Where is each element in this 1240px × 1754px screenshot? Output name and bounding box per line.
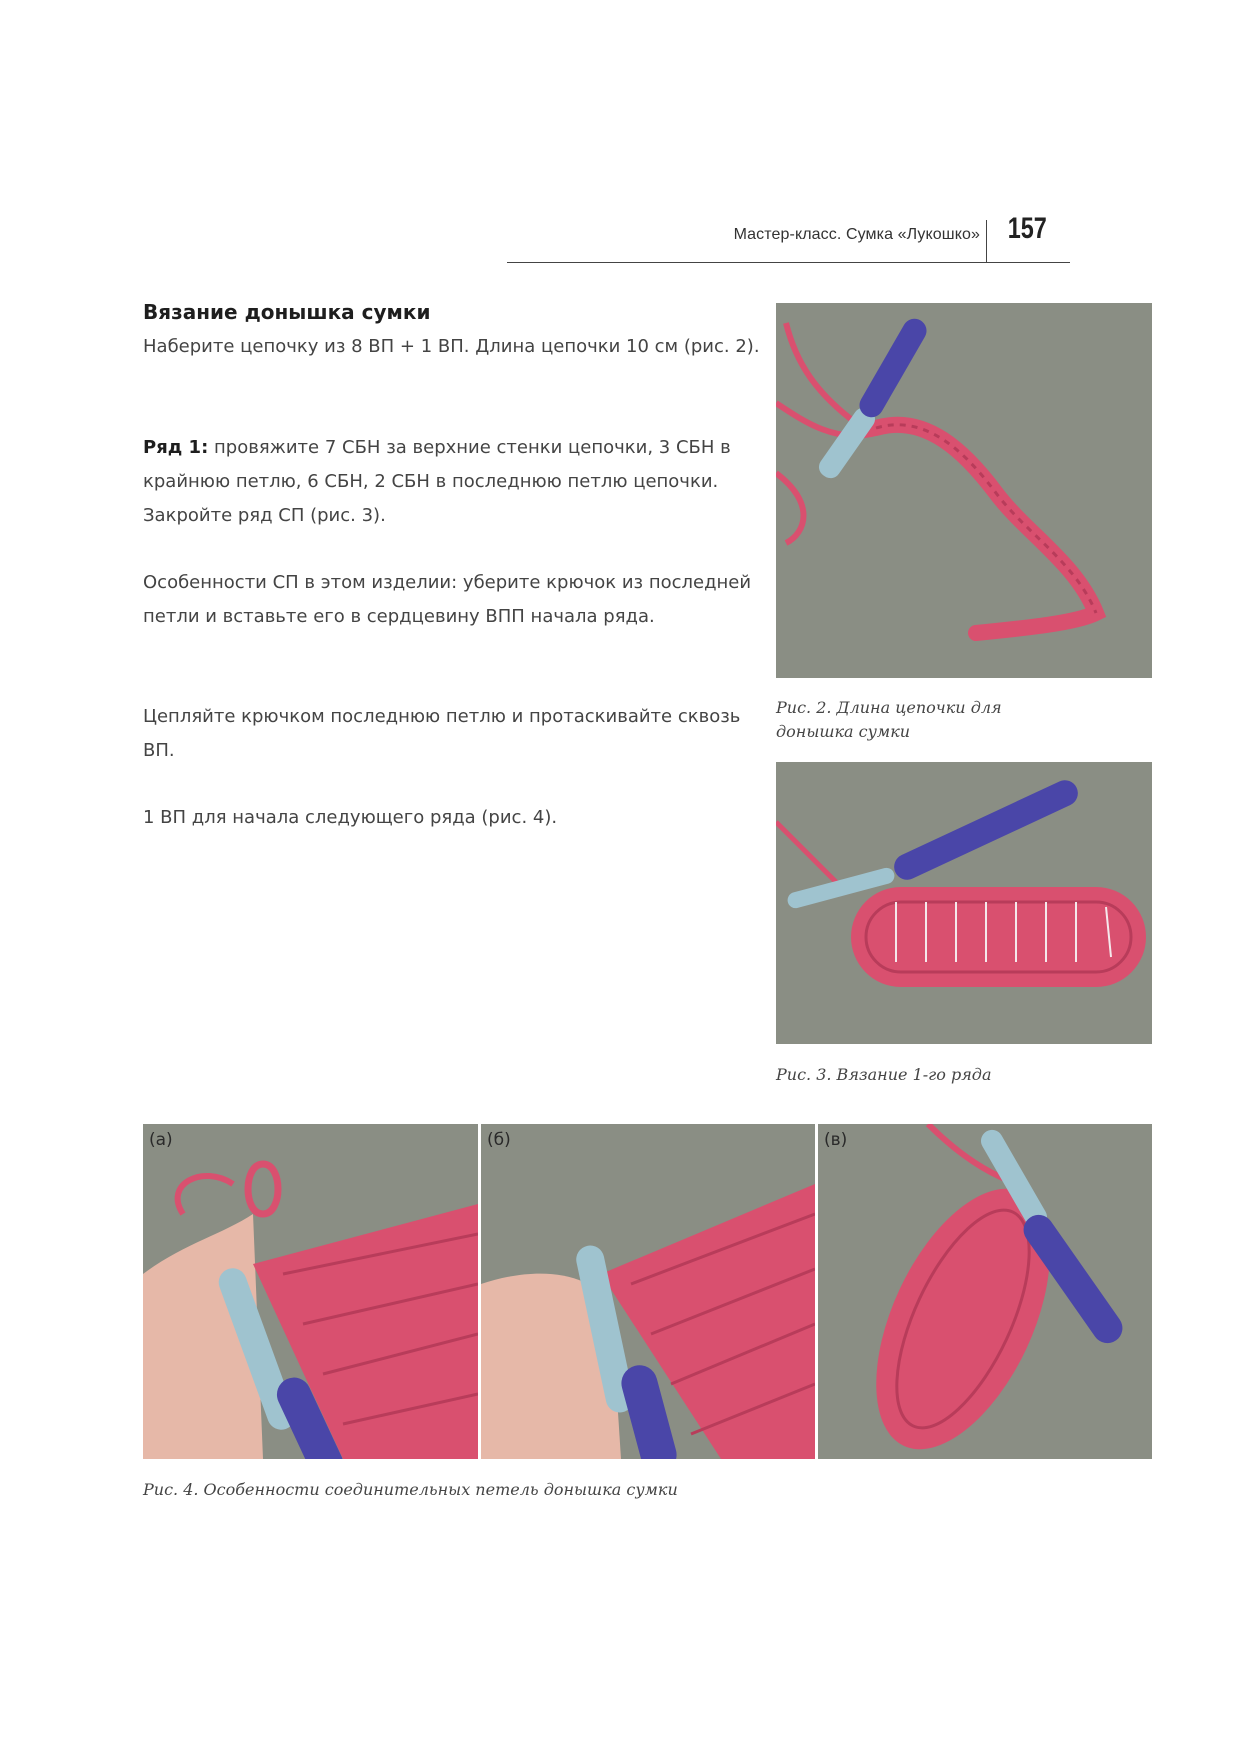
running-head: Мастер-класс. Сумка «Лукошко» — [733, 226, 980, 243]
figure-4-caption: Рис. 4. Особенности соединительных петель донышка сумки — [143, 1480, 678, 1499]
figure-2-caption: Рис. 2. Длина цепочки для донышка сумки — [776, 698, 1002, 741]
figure-4b-photo — [481, 1124, 815, 1459]
figure-4a-photo — [143, 1124, 478, 1459]
chain-with-hook-image — [776, 303, 1152, 678]
header-divider — [986, 220, 987, 262]
header-rule — [507, 262, 1070, 263]
figure-3-caption: Рис. 3. Вязание 1-го ряда — [776, 1065, 992, 1084]
figure-3-photo — [776, 762, 1152, 1044]
paragraph-row-1 — [143, 431, 763, 533]
row-1-text: провяжите 7 СБН за верхние стенки цепочки, 3 СБН в крайнюю петлю, 6 СБН, 2 СБН в последнюю петлю цепочки. Закройте ряд СП (рис. 3). — [143, 437, 731, 526]
panel-a-image — [143, 1124, 478, 1459]
paragraph-next-row: 1 ВП для начала следующего ряда (рис. 4). — [143, 807, 558, 828]
row-1-label: Ряд 1: — [143, 437, 209, 458]
page-number: 157 — [1007, 212, 1047, 245]
paragraph-slip-stitch: Особенности СП в этом изделии: уберите крючок из последней петли и вставьте его в сердцевину ВПП начала ряда. — [143, 572, 752, 627]
paragraph-chain: Наберите цепочку из 8 ВП + 1 ВП. Длина цепочки 10 см (рис. 2). — [143, 336, 760, 357]
section-title: Вязание донышка сумки — [143, 300, 431, 324]
paragraph-pull-through: Цепляйте крючком последнюю петлю и протаскивайте сквозь ВП. — [143, 706, 741, 761]
first-row-image — [776, 762, 1152, 1044]
panel-b-label: (б) — [487, 1130, 511, 1150]
panel-a-label: (а) — [149, 1130, 173, 1150]
panel-c-label: (в) — [824, 1130, 848, 1150]
figure-2-photo — [776, 303, 1152, 678]
panel-b-image — [481, 1124, 815, 1459]
panel-c-image — [818, 1124, 1152, 1459]
figure-4c-photo — [818, 1124, 1152, 1459]
